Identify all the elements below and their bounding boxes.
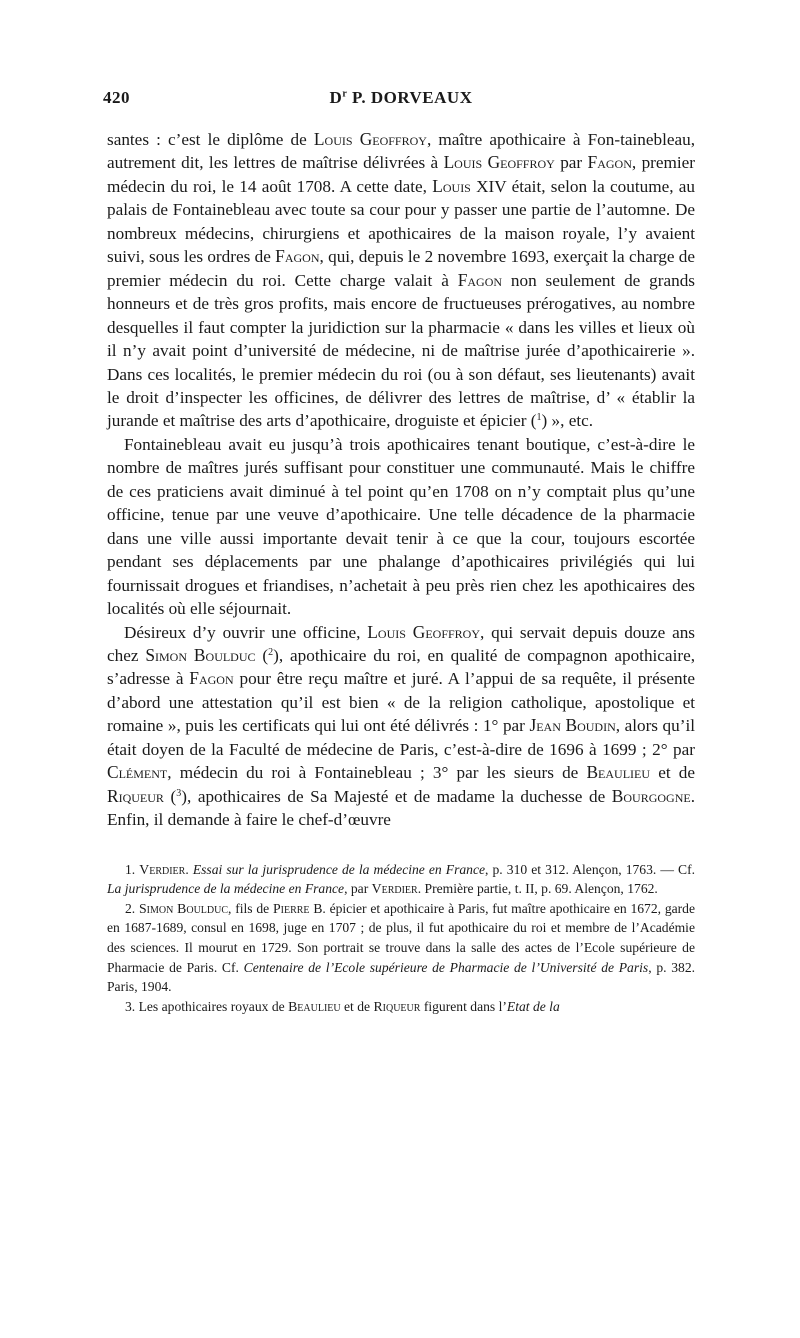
running-title-rest: P. DORVEAUX [347,88,473,107]
paragraph-3: Désireux d’y ouvrir une officine, Louis Geoffroy, qui servait depuis douze ans chez Simon Boulduc ($^2$), apothicaire du roi, en qualité de compagnon apothicaire, s’adresse à Fagon pour être reçu maître et juré. A l’appui de sa requête, il présente d’abord une attestation qu’il est bien « de la religion catholique, apostolique et romaine », puis les certificats qui lui ont été délivrés : 1° par Jean Boudin, alors qu’il était doyen de la Faculté de médecine de Paris, c’est-à-dire de 1696 à 1699 ; 2° par Clément, médecin du roi à Fontainebleau ; 3° par les sieurs de Beaulieu et de Riqueur ($^3$), apothicaires de Sa Majesté et de madame la duchesse de Bourgogne. Enfin, il demande à faire le chef-d’œuvre [107,621,696,830]
footnote-ref-1: 1 [536,412,542,424]
running-head [103,86,695,110]
page-number: 420 [103,88,130,107]
paragraph-1: santes : c’est le diplôme de Louis Geoffroy, maître apothicaire à Fon-tainebleau, autrement dit, les lettres de maîtrise délivrées à Louis Geoffroy par Fagon, premier médecin du roi, le 14 août 1708. A cette date, Louis XIV était, selon la coutume, au palais de Fontainebleau avec toute sa cour pour y passer une partie de l’automne. De nombreux médecins, chirurgiens et apothicaires de la maison royale, l’y avaient suivi, sous les ordres de Fagon, qui, depuis le 2 novembre 1693, exerçait la charge de premier médecin du roi. Cette charge valait à Fagon non seulement de grands honneurs et de très gros profits, mais encore de fructueuses prérogatives, au nombre desquelles il faut compter la juridiction sur la pharmacie « dans les villes et lieux où il n’y avait point d’université de médecine, ni de maîtrise jurée d’apothicairerie ». Dans ces localités, le premier médecin du roi (ou à son défaut, ses lieutenants) avait le droit d’inspecter les officines, de délivrer des lettres de maîtrise, d’ « établir la jurande et maîtrise des arts d’apothicaire, droguiste et épicier ($^1$) », etc. [107,129,696,431]
running-title [107,88,695,108]
running-title-sup: r [342,88,348,100]
book-page [103,86,696,1016]
footnote-3: 3. Les apothicaires royaux de Beaulieu et de Riqueur figurent dans l’Etat de la [125,998,560,1014]
body-text [107,128,695,832]
footnote-ref-2: 2 [268,646,274,658]
footnote-2: 2. Simon Boulduc, fils de Pierre B. épicier et apothicaire à Paris, fut maître apothicaire en 1672, garde en 1687-1689, consul en 1698, juge en 1707 ; de plus, il fut apothicaire du roi et membre de l’Académie des sciences. Il mourut en 1729. Son portrait se trouve dans la salle des actes de l’Ecole supérieure de Pharmacie de Paris. Cf. Centenaire de l’Ecole supérieure de Pharmacie de l’Université de Paris, p. 382. Paris, 1904. [107,900,696,995]
footnote-1: 1. Verdier. Essai sur la jurisprudence de la médecine en France, p. 310 et 312. Alençon, 1763. — Cf. La jurisprudence de la médecine en France, par Verdier. Première partie, t. II, p. 69. Alençon, 1762. [107,861,696,897]
running-title-prefix: D [329,88,343,107]
footnote-ref-3: 3 [176,787,182,799]
footnotes [107,860,695,1017]
paragraph-2: Fontainebleau avait eu jusqu’à trois apothicaires tenant boutique, c’est-à-dire le nombre de maîtres jurés suffisant pour constituer une communauté. Mais le chiffre de ces praticiens avait diminué à tel point qu’en 1708 on n’y comptait plus qu’une officine, tenue par une veuve d’apothicaire. Une telle décadence de la pharmacie dans une ville aussi importante devait tenir à ce que la cour, toujours escortée pendant ses déplacements par une phalange d’apothicaires privilégiés qui lui fournissait drogues et friandises, n’achetait à peu près rien chez les apothicaires des localités où elle séjournait. [107,434,695,619]
